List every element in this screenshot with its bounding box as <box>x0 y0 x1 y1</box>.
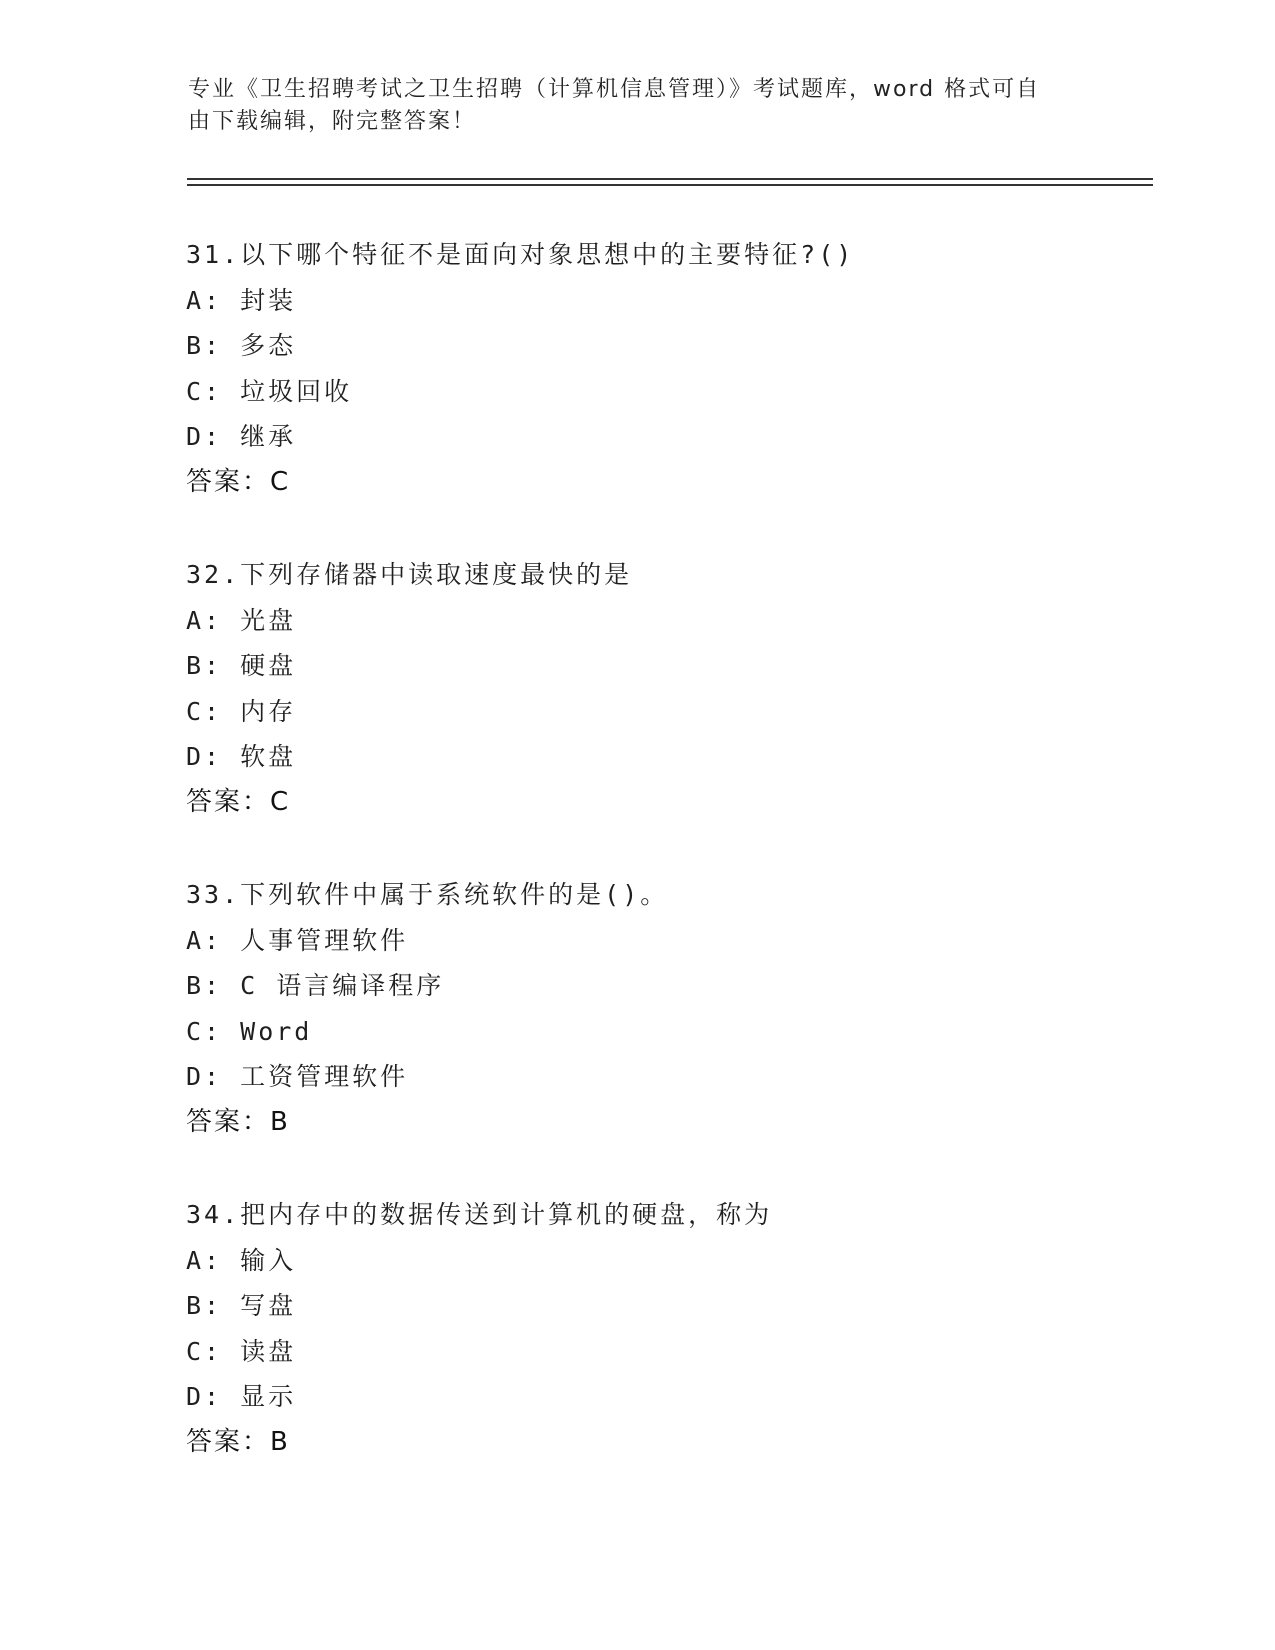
question-stem: 34.把内存中的数据传送到计算机的硬盘，称为 <box>186 1200 773 1229</box>
option-a: A: 封装 <box>186 285 297 315</box>
option-c: C: Word <box>186 1016 313 1046</box>
option-b: B: 多态 <box>186 331 297 360</box>
option-b: B: 硬盘 <box>186 651 297 680</box>
answer-line: 答案：C <box>186 786 291 817</box>
option-c: C: 垃圾回收 <box>186 376 353 406</box>
option-b: B: 写盘 <box>186 1291 297 1320</box>
document-header <box>188 74 1068 138</box>
option-c: C: 内存 <box>186 696 297 726</box>
option-d: D: 继承 <box>186 422 297 451</box>
header-divider-bottom <box>187 184 1153 186</box>
option-a: A: 人事管理软件 <box>186 925 409 955</box>
question-list <box>186 232 1146 1512</box>
question-31 <box>186 232 1146 552</box>
question-stem: 32.下列存储器中读取速度最快的是 <box>186 560 633 589</box>
option-b: B: C 语言编译程序 <box>186 971 445 1000</box>
option-d: D: 软盘 <box>186 742 297 771</box>
question-stem: 33.下列软件中属于系统软件的是()。 <box>186 880 669 909</box>
header-line-2: 由下载编辑，附完整答案！ <box>188 109 477 134</box>
answer-line: 答案：C <box>186 466 291 497</box>
question-stem: 31.以下哪个特征不是面向对象思想中的主要特征?() <box>186 240 855 269</box>
option-a: A: 输入 <box>186 1245 297 1275</box>
option-a: A: 光盘 <box>186 605 297 635</box>
answer-line: 答案：B <box>186 1106 290 1137</box>
question-34 <box>186 1192 1146 1512</box>
question-32 <box>186 552 1146 872</box>
header-divider-top <box>187 178 1153 180</box>
option-d: D: 显示 <box>186 1382 297 1411</box>
answer-line: 答案：B <box>186 1426 290 1457</box>
question-33 <box>186 872 1146 1192</box>
option-c: C: 读盘 <box>186 1336 297 1366</box>
header-line-1: 专业《卫生招聘考试之卫生招聘（计算机信息管理）》考试题库，word 格式可自 <box>188 77 1041 102</box>
option-d: D: 工资管理软件 <box>186 1062 409 1091</box>
